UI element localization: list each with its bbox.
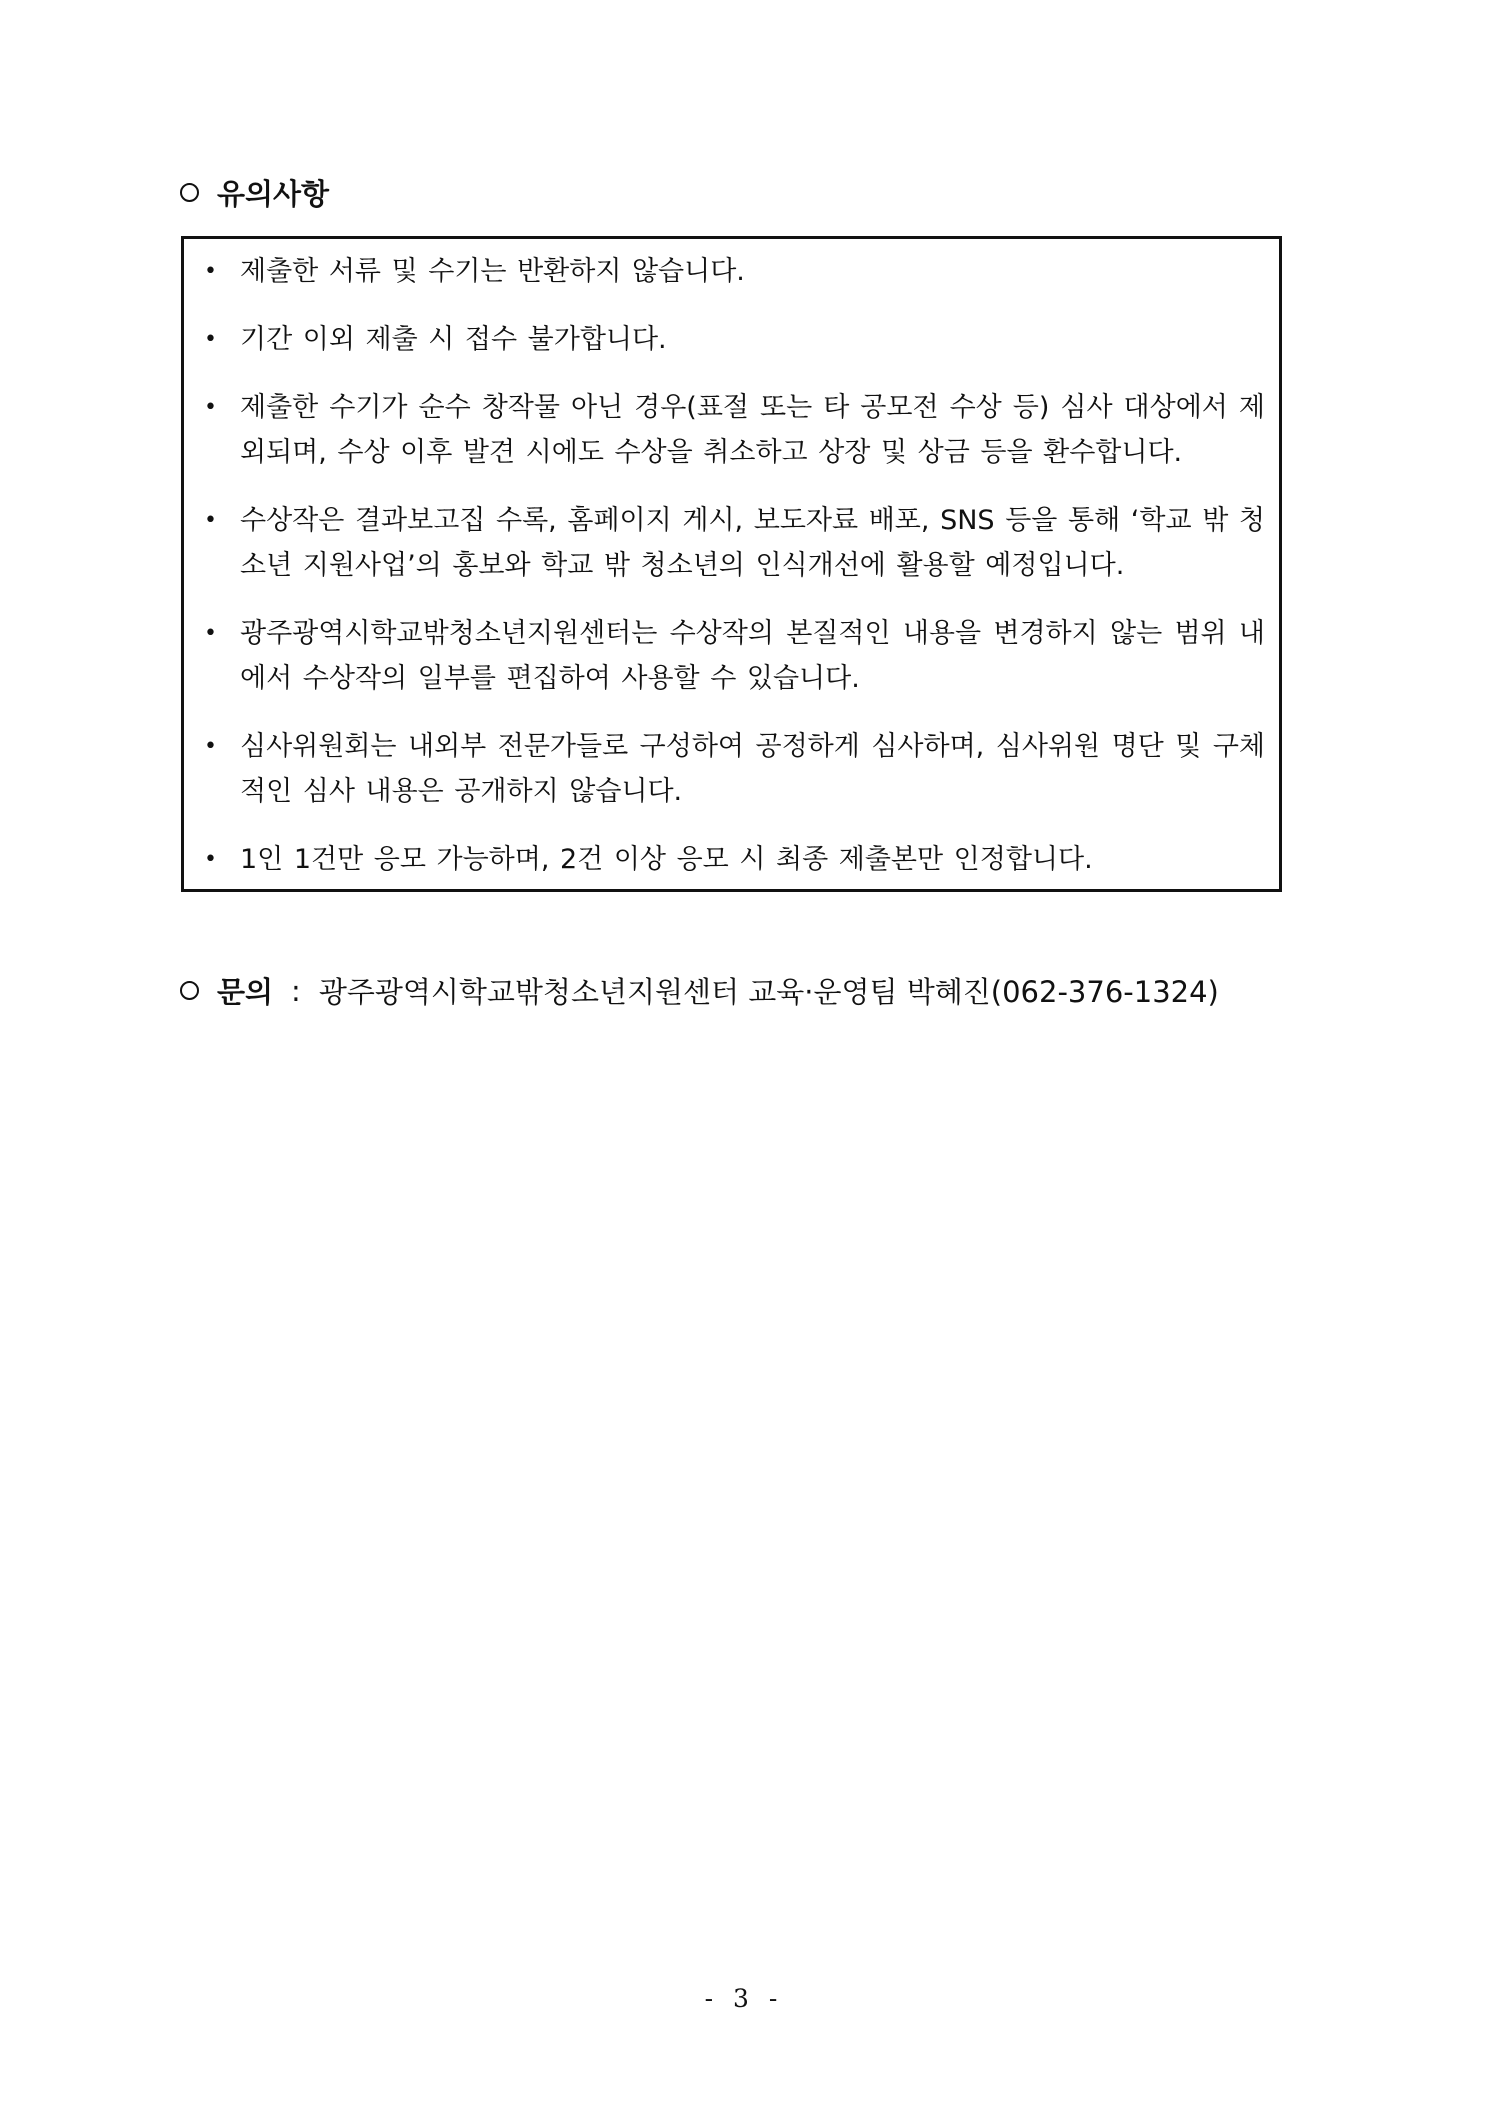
inquiry-separator: : xyxy=(291,973,301,1008)
bullet-icon: • xyxy=(204,621,217,646)
notice-item xyxy=(198,724,1265,814)
bullet-icon: • xyxy=(204,259,217,284)
notice-text: 광주광역시학교밖청소년지원센터는 수상작의 본질적인 내용을 변경하지 않는 범위 내에서 수상작의 일부를 편집하여 사용할 수 있습니다. xyxy=(240,618,1265,694)
notices-heading xyxy=(180,172,329,213)
notice-text: 기간 이외 제출 시 접수 불가합니다. xyxy=(240,324,667,355)
notice-text: 심사위원회는 내외부 전문가들로 구성하여 공정하게 심사하며, 심사위원 명단 및 구체적인 심사 내용은 공개하지 않습니다. xyxy=(240,731,1265,807)
notices-box xyxy=(181,236,1282,892)
inquiry-contact: 광주광역시학교밖청소년지원센터 교육·운영팀 박혜진(062-376-1324) xyxy=(318,975,1219,1009)
notice-item xyxy=(198,249,1265,294)
bullet-icon: • xyxy=(204,395,217,420)
notice-text: 1인 1건만 응모 가능하며, 2건 이상 응모 시 최종 제출본만 인정합니다. xyxy=(240,844,1093,875)
notice-text: 제출한 수기가 순수 창작물 아닌 경우(표절 또는 타 공모전 수상 등) 심사 대상에서 제외되며, 수상 이후 발견 시에도 수상을 취소하고 상장 및 상금 등을 환수합니다. xyxy=(240,392,1265,468)
inquiry-line xyxy=(180,970,1219,1011)
bullet-icon: • xyxy=(204,847,217,872)
notice-item xyxy=(198,498,1265,588)
bullet-icon: • xyxy=(204,508,217,533)
notice-item xyxy=(198,317,1265,362)
notice-item xyxy=(198,837,1265,882)
notices-heading-text: 유의사항 xyxy=(217,177,330,211)
bullet-icon: • xyxy=(204,734,217,759)
notice-text: 수상작은 결과보고집 수록, 홈페이지 게시, 보도자료 배포, SNS 등을 통해 ‘학교 밖 청소년 지원사업’의 홍보와 학교 밖 청소년의 인식개선에 활용할 예정입니다. xyxy=(240,505,1265,581)
notice-text: 제출한 서류 및 수기는 반환하지 않습니다. xyxy=(240,256,745,287)
bullet-icon: • xyxy=(204,327,217,352)
circle-bullet-icon xyxy=(180,981,199,1000)
circle-bullet-icon xyxy=(180,183,199,202)
page-number: - 3 - xyxy=(704,1984,784,2013)
inquiry-label: 문의 xyxy=(217,975,274,1009)
notice-item xyxy=(198,385,1265,475)
notice-item xyxy=(198,611,1265,701)
